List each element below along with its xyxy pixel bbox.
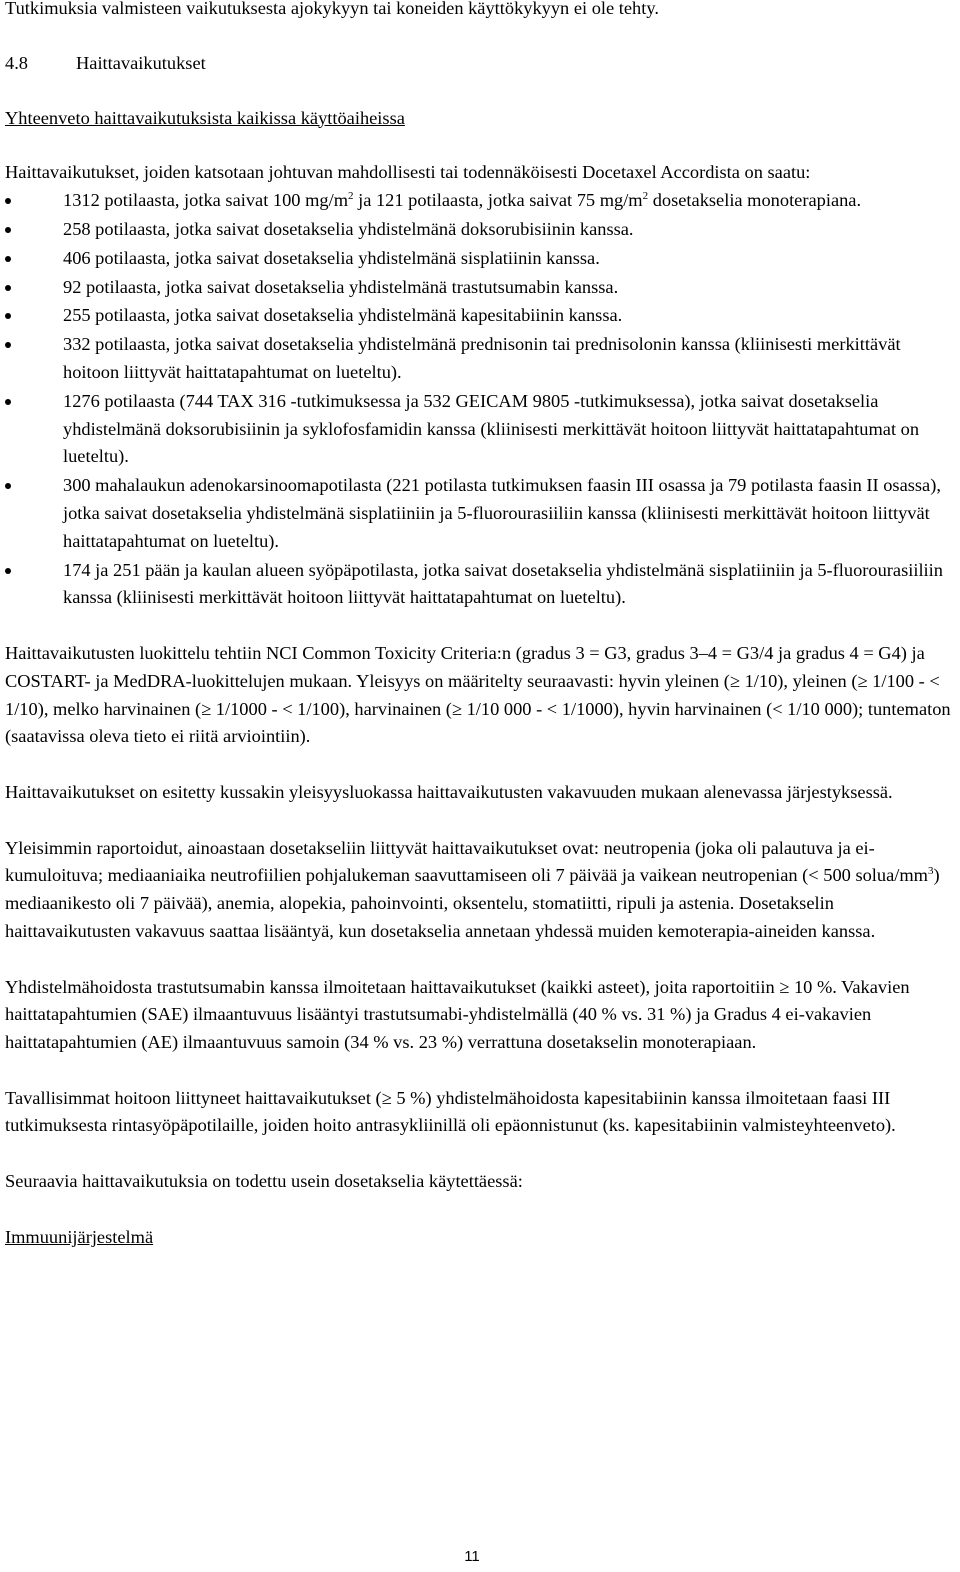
trastuzumab-paragraph: Yhdistelmähoidosta trastutsumabin kanssa ilmoitetaan haittavaikutukset (kaikki asteet), joita raportoitiin ≥ 10 %. Vakavien haittatapahtumien (SAE) ilmaantuvuus lisääntyi trastutsumabi-yhdistelmällä (40 % vs. 31 %) ja Gradus 4 ei-vakavien haittatapahtumien (AE) ilmaantuvuus samoin (34 % vs. 23 %) verrattuna dosetakselin monoterapiaan.: [5, 976, 910, 1053]
list-item: [5, 331, 955, 387]
driving-ability-statement: Tutkimuksia valmisteen vaikutuksesta ajokykyyn tai koneiden käyttökykyyn ei ole tehty.: [5, 0, 659, 18]
bullet-icon: [5, 227, 11, 233]
bullet-text: 1276 potilaasta (744 TAX 316 -tutkimuksessa ja 532 GEICAM 9805 -tutkimuksessa), jotka saivat dosetakselia yhdistelmänä doksorubisiinin ja syklofosfamidin kanssa (kliinisesti merkittävät hoitoon liittyvät haittatapahtumat on lueteltu).: [63, 390, 920, 467]
common-reactions-paragraph: Yleisimmin raportoidut, ainoastaan dosetakseliin liittyvät haittavaikutukset ovat: neutropenia (joka oli palautuva ja ei-kumuloituva; mediaaniaika neutrofiilien pohjalukeman saavuttamiseen oli 7 päivää ja vaikean neutropenian (< 500 solua/$mm^3$) mediaanikesto oli 7 päivää), anemia, alopekia, pahoinvointi, oksentelu, stomatiitti, ripuli ja astenia. Dosetakselin haittavaikutusten vakavuus saattaa lisääntyä, kun dosetakselia annetaan yhdessä muiden kemoterapia-aineiden kanssa.: [5, 837, 940, 941]
bullet-text: 1312 potilaasta, jotka saivat 100 $mg/m^2$ ja 121 potilaasta, jotka saivat 75 $mg/m^2$ dosetakselia monoterapiana.: [63, 190, 862, 211]
patient-population-list: [5, 187, 955, 612]
list-item: [5, 274, 955, 302]
bullet-icon: [5, 313, 11, 319]
bullet-text: 255 potilaasta, jotka saivat dosetakselia yhdistelmänä kapesitabiinin kanssa.: [63, 305, 623, 326]
bullet-text: 92 potilaasta, jotka saivat dosetakselia yhdistelmänä trastutsumabin kanssa.: [63, 276, 619, 297]
bullet-icon: [5, 285, 11, 291]
classification-paragraph: Haittavaikutusten luokittelu tehtiin NCI Common Toxicity Criteria:n (gradus 3 = G3, gradus 3–4 = G3/4 ja gradus 4 = G4) ja COSTART- ja MedDRA-luokittelujen mukaan. Yleisyys on määritelty seuraavasti: hyvin yleinen (≥ 1/10), yleinen (≥ 1/100 - < 1/10), melko harvinainen (≥ 1/1000 - < 1/100), harvinainen (≥ 1/10 000 - < 1/1000), hyvin harvinainen (< 1/10 000); tuntematon (saatavissa oleva tieto ei riitä arviointiin).: [5, 642, 951, 747]
list-item: [5, 216, 955, 244]
section-title: Haittavaikutukset: [76, 52, 206, 73]
list-item: [5, 388, 955, 471]
intro-paragraph: Haittavaikutukset, joiden katsotaan johtuvan mahdollisesti tai todennäköisesti Docetaxel Accordista on saatu:: [5, 162, 811, 183]
bullet-icon: [5, 256, 11, 262]
frequent-reactions-intro: Seuraavia haittavaikutuksia on todettu usein dosetakselia käytettäessä:: [5, 1171, 523, 1192]
section-number: 4.8: [5, 52, 28, 73]
ordering-paragraph: Haittavaikutukset on esitetty kussakin yleisyysluokassa haittavaikutusten vakavuuden mukaan alenevassa järjestyksessä.: [5, 781, 893, 802]
capecitabine-paragraph: Tavallisimmat hoitoon liittyneet haittavaikutukset (≥ 5 %) yhdistelmähoidosta kapesitabiinin kanssa ilmoitetaan faasi III tutkimuksesta rintasyöpäpotilaille, joiden hoito antrasykliinillä oli epäonnistunut (ks. kapesitabiinin valmisteyhteenveto).: [5, 1087, 896, 1136]
bullet-icon: [5, 342, 11, 348]
section-heading: [5, 50, 955, 78]
list-item: [5, 187, 955, 215]
document-page: [5, 0, 955, 1251]
bullet-icon: [5, 399, 11, 405]
list-item: [5, 557, 955, 613]
bullet-text: 258 potilaasta, jotka saivat dosetakselia yhdistelmänä doksorubisiinin kanssa.: [63, 218, 634, 239]
bullet-icon: [5, 568, 11, 574]
bullet-text: 332 potilaasta, jotka saivat dosetakselia yhdistelmänä prednisonin tai prednisolonin kanssa (kliinisesti merkittävät hoitoon liittyvät haittatapahtumat on lueteltu).: [63, 334, 901, 382]
immune-system-heading: Immuunijärjestelmä: [5, 1226, 154, 1247]
bullet-icon: [5, 198, 11, 204]
page-number: 11: [464, 1548, 480, 1565]
bullet-text: 174 ja 251 pään ja kaulan alueen syöpäpotilasta, jotka saivat dosetakselia yhdistelmänä sisplatiiniin ja 5-fluorourasiiliin kanssa (kliinisesti merkittävät hoitoon liittyvät haittatapahtumat on lueteltu).: [63, 559, 943, 608]
bullet-text: 406 potilaasta, jotka saivat dosetakselia yhdistelmänä sisplatiinin kanssa.: [63, 247, 600, 268]
list-item: [5, 302, 955, 330]
summary-heading: Yhteenveto haittavaikutuksista kaikissa käyttöaiheissa: [5, 107, 405, 128]
list-item: [5, 245, 955, 273]
bullet-text: 300 mahalaukun adenokarsinoomapotilasta (221 potilasta tutkimuksen faasin III osassa ja 79 potilasta faasin II osassa), jotka saivat dosetakselia yhdistelmänä sisplatiiniin ja 5-fluorourasiiliin kanssa (kliinisesti merkittävät hoitoon liittyvät haittatapahtumat on lueteltu).: [63, 475, 941, 551]
list-item: [5, 472, 955, 555]
bullet-icon: [5, 483, 11, 489]
